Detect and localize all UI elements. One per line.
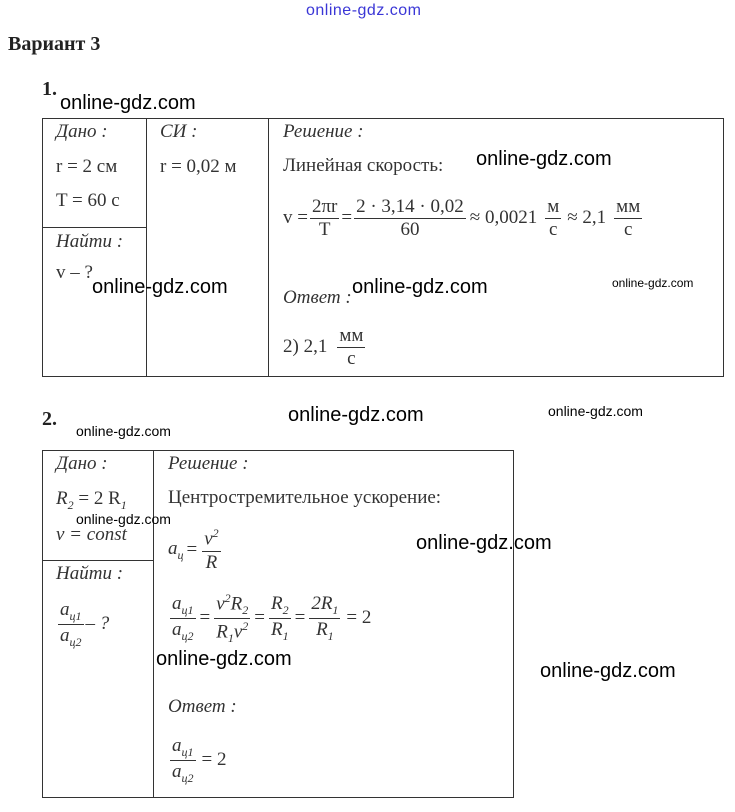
watermark-8: online-gdz.com [76, 423, 171, 439]
problem2-find [56, 596, 109, 652]
problem1-answer-unit-den: с [347, 347, 356, 369]
problem1-answer [283, 322, 367, 372]
problem1-eq-approx2: ≈ 2,1 [567, 207, 607, 228]
problem1-unit2-den: с [623, 218, 633, 240]
problem1-eq-v: v = [283, 207, 308, 228]
problem1-frac2 [354, 197, 466, 240]
problem2-find-den-a: a [60, 624, 70, 646]
problem2-eq2-n1-v: v [216, 593, 225, 615]
problem2-eq2-n2-R: R [270, 593, 283, 615]
problem1-si-r: r = 0,02 м [160, 156, 237, 177]
problem1-unit1-num: м [547, 195, 560, 217]
problem2-find-frac [58, 600, 84, 648]
problem2-find-den [58, 625, 84, 648]
problem2-eq2-frac-a [170, 594, 196, 642]
problem1-solution-label: Решение : [283, 121, 364, 142]
problem2-eq2-n3-sub: 1 [332, 602, 339, 617]
problem2-ans-frac [170, 736, 196, 784]
problem1-si-label: СИ : [160, 121, 198, 142]
problem1-frac1 [310, 197, 339, 240]
problem1-divider-1 [146, 118, 147, 377]
problem2-ans-num-a: a [172, 735, 182, 757]
problem2-eq2-d2-R: R [270, 618, 283, 640]
problem2-eq1-left-sub: ц [177, 547, 184, 562]
problem1-answer-unit-num: мм [339, 324, 364, 346]
problem2-eq2-n2-sub: 2 [282, 602, 289, 617]
problem2-given-R-left-sub: 2 [67, 497, 74, 512]
problem2-given-R-mid: = 2 R [73, 488, 121, 509]
problem2-eq2-frac-2 [269, 594, 291, 642]
problem2-eq2-d1-v-sup: 2 [242, 618, 249, 633]
problem1-find-v: v – ? [56, 262, 93, 283]
problem2-eq2-n3 [309, 594, 340, 618]
problem2-eq2-n2 [269, 594, 291, 618]
problem2-given-divider [42, 560, 154, 561]
watermark-2: online-gdz.com [476, 148, 612, 170]
problem2-find-num [58, 600, 84, 624]
problem1-answer-label: Ответ : [283, 287, 352, 308]
problem2-eq2-n1-R: R [230, 593, 243, 615]
problem2-answer-label: Ответ : [168, 696, 237, 717]
problem2-eq1-frac [202, 527, 220, 572]
problem2-eq1 [168, 520, 223, 580]
problem2-eq2-eq1: = [199, 607, 211, 628]
problem1-frac1-den: T [318, 218, 331, 240]
problem2-ans-den-a: a [172, 760, 182, 782]
problem2-ans-num [170, 736, 196, 760]
problem2-eq1-den: R [205, 551, 218, 573]
watermark-1: online-gdz.com [60, 92, 196, 114]
problem2-ans-result: = 2 [201, 749, 227, 770]
variant-title: Вариант 3 [8, 33, 101, 55]
problem2-eq1-left-a: a [168, 537, 178, 559]
problem2-eq2-d1 [214, 619, 250, 645]
problem2-eq2-d3 [314, 619, 336, 642]
problem2-eq2-den-a-sub: ц2 [181, 628, 194, 643]
problem2-eq1-num-v: v [204, 528, 213, 550]
problem2-eq2-frac-1 [214, 592, 250, 644]
problem2-given-R-left: R [56, 488, 68, 509]
problem2-given-R [56, 488, 127, 513]
problem1-given-label: Дано : [56, 121, 108, 142]
problem2-eq2 [168, 588, 371, 648]
problem1-answer-unit [337, 326, 365, 369]
problem2-eq2-n1-sup: 2 [224, 590, 231, 605]
problem2-answer [168, 730, 226, 790]
problem2-ans-den-sub: ц2 [181, 770, 194, 785]
problem2-eq2-d2-sub: 1 [282, 628, 289, 643]
problem2-given-v: v = const [56, 524, 127, 545]
problem2-find-den-sub: ц2 [69, 634, 82, 649]
problem1-given-r: r = 2 см [56, 156, 118, 177]
problem1-equation [283, 190, 644, 246]
watermark-6: online-gdz.com [288, 404, 424, 426]
problem1-divider-2 [268, 118, 269, 377]
problem2-eq2-d1-R: R [216, 620, 228, 642]
problem2-ans-num-sub: ц1 [181, 744, 194, 759]
problem2-given-label: Дано : [56, 453, 108, 474]
problem2-eq2-d2 [269, 619, 291, 642]
problem2-eq2-d1-v: v [233, 620, 243, 642]
watermark-3: online-gdz.com [92, 276, 228, 298]
watermark-top: online-gdz.com [306, 2, 422, 19]
problem2-eq1-left [168, 538, 184, 563]
problem2-eq1-num-sup: 2 [212, 526, 219, 541]
problem2-eq2-num-a-sub: ц1 [181, 602, 194, 617]
watermark-12: online-gdz.com [540, 660, 676, 682]
problem2-eq2-n1 [214, 592, 250, 619]
problem2-eq2-den-a [170, 619, 196, 642]
problem1-given-T: T = 60 с [56, 190, 120, 211]
problem2-eq2-d3-sub: 1 [327, 628, 334, 643]
watermark-11: online-gdz.com [156, 648, 292, 670]
watermark-9: online-gdz.com [76, 511, 171, 527]
problem1-unit1-den: с [549, 218, 558, 240]
problem1-unit1 [545, 197, 561, 240]
problem2-eq2-n3-R: 2R [311, 593, 333, 615]
problem1-solution-title: Линейная скорость: [283, 155, 444, 176]
problem2-solution-label: Решение : [168, 453, 249, 474]
problem1-given-divider [42, 227, 147, 228]
problem2-number: 2. [42, 408, 57, 430]
problem2-eq2-result: = 2 [346, 607, 372, 628]
problem1-eq-approx1: ≈ 0,0021 [469, 207, 538, 228]
problem2-eq2-den-a-a: a [172, 618, 182, 640]
problem2-eq2-frac-3 [309, 594, 340, 642]
problem1-frac2-den: 60 [400, 218, 420, 240]
problem2-find-num-sub: ц1 [69, 608, 82, 623]
problem1-unit2-num: мм [616, 195, 641, 217]
problem2-ans-den [170, 761, 196, 784]
watermark-10: online-gdz.com [416, 532, 552, 554]
problem1-number: 1. [42, 78, 57, 100]
problem1-frac1-num: 2πr [311, 195, 338, 217]
watermark-4: online-gdz.com [352, 276, 488, 298]
watermark-5: online-gdz.com [612, 276, 694, 290]
problem2-eq2-n1-R-sub: 2 [242, 602, 249, 617]
problem2-given-R-right-sub: 1 [120, 497, 127, 512]
problem2-eq2-eq3: = [294, 607, 306, 628]
problem2-find-label: Найти : [56, 563, 124, 584]
problem2-find-num-a: a [60, 599, 70, 621]
problem2-eq1-eq: = [186, 539, 198, 560]
problem2-find-q: – ? [85, 613, 110, 634]
problem2-solution-title: Центростремительное ускорение: [168, 487, 442, 508]
problem1-unit2 [614, 197, 642, 240]
problem2-eq2-num-a-a: a [172, 593, 182, 615]
problem2-eq1-num [202, 527, 220, 551]
problem2-divider [153, 450, 154, 798]
problem1-frac2-num: 2 · 3,14 · 0,02 [356, 195, 464, 217]
problem2-eq2-d1-sub: 1 [227, 630, 234, 645]
watermark-7: online-gdz.com [548, 403, 643, 419]
problem1-find-label: Найти : [56, 231, 124, 252]
problem2-eq2-num-a [170, 594, 196, 618]
problem2-eq2-eq2: = [254, 607, 265, 628]
problem1-eq-eq: = [341, 207, 353, 228]
problem2-eq2-d3-R: R [316, 618, 328, 640]
problem1-answer-value: 2) 2,1 [283, 336, 328, 357]
